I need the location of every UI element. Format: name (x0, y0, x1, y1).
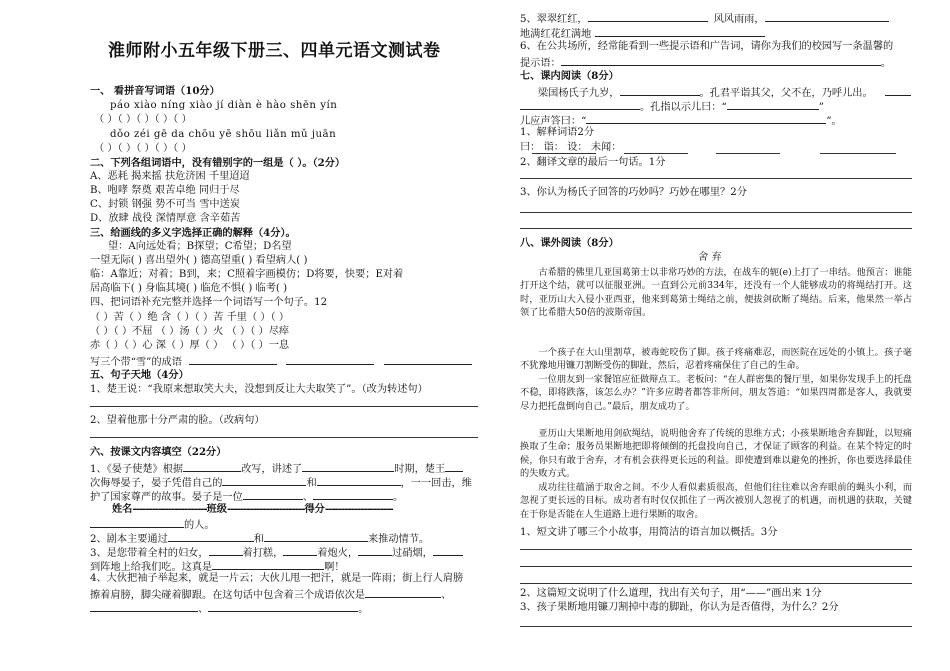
fill-text: 和 (253, 534, 264, 545)
fill-blank[interactable] (302, 460, 394, 472)
answer-blanks-row-2[interactable]: （ ）（ ）（ ）（ ）（ ） (94, 143, 192, 154)
fill-text: 梁国杨氏子九岁， (538, 88, 620, 99)
fill-blank[interactable] (168, 530, 254, 542)
answer-line[interactable] (716, 153, 780, 154)
fill-text: 和 (306, 478, 317, 489)
fill-text: 、 (302, 492, 313, 503)
fill-text: 3、是您带着全村的妇女， (90, 548, 209, 559)
fill-text: 2、剧本主要通过 (90, 534, 168, 545)
fill-blank[interactable] (520, 98, 640, 110)
idiom-row-3[interactable]: 赤（ ）（ ）心 深（ ）厚（ ） （ ）（ ）一息 (90, 340, 290, 351)
answer-line[interactable] (520, 626, 912, 627)
wang-answers[interactable]: 一望无际( ) 喜出望外( ) 德高望重( ) 看望病人( ) (90, 255, 308, 266)
pinyin-row-1: páo xiào níng xiào jí diàn è hào shēn yín (110, 100, 338, 111)
fill-blank[interactable] (586, 112, 826, 124)
answer-line[interactable] (520, 549, 912, 550)
fill-blank[interactable] (445, 460, 463, 472)
reading-q3: 3、你认为杨氏子回答的巧妙吗？巧妙在哪里？2分 (520, 187, 747, 198)
fill-text: 风风雨雨， (713, 14, 765, 25)
fill-text: 过硝烟， (392, 548, 433, 559)
idiom-row-2[interactable]: （ ）（ ）不屈 （ ）汤（ ）火 （ ）（ ）尽瘁 (90, 326, 290, 337)
fill-blank[interactable] (588, 10, 708, 22)
choice-c[interactable]: C、封锁 钢强 势不可当 雪中送炭 (90, 199, 240, 210)
fill-blank[interactable] (208, 600, 358, 612)
fill-blank[interactable] (365, 586, 441, 598)
article-paragraph-5: 成功往往蕴涵于取舍之间。不少人看似素质很高，但他们往往难以舍弃眼前的蝇头小利，而忽视了更长远的目标。成功者有时仅仅抓住了一两次被别人忽视了的机遇，而机遇的获取，关键在于你是否能在人生道路上进行果断的取舍。 (520, 482, 912, 520)
answer-line[interactable] (624, 153, 688, 154)
fill-text: 次侮辱晏子，晏子凭借自己的 (90, 478, 223, 489)
page-title: 淮师附小五年级下册三、四单元语文测试卷 (108, 41, 441, 61)
section-3-heading: 三、给画线的多义字选择正确的解释（4分）。 (90, 227, 296, 239)
fill-text: 。 (358, 604, 369, 615)
fill-text: 时期，楚王 (394, 464, 446, 475)
snow-idiom-blank-1[interactable] (189, 353, 277, 365)
choice-a[interactable]: A、恶耗 揭来摇 扶危济困 千里迢迢 (90, 171, 250, 182)
section-5-heading: 五、句子天地（4分） (90, 369, 189, 381)
fill-text: 着炮火， (317, 548, 359, 559)
fill-blank[interactable] (561, 54, 881, 66)
reading-q6: 3、孩子果断地用镰刀割掉中毒的脚趾，你认为是否值得，为什么？2分 (520, 602, 839, 613)
reading-q2: 2、翻译文章的最后一句话。1分 (520, 157, 666, 168)
fill-text: 儿应声答曰：“ (520, 116, 587, 127)
fill-text: 着打糕， (242, 548, 284, 559)
article-paragraph-4: 亚历山大果断地用剑砍绳结，说明他舍弃了传统的思维方式；小孩果断地舍弃脚趾，以短痛换取了生命；服务员果断地把即将倾倒的托盘投向自己，才保证了顾客的利益。在某个特定的时候，你只有敢于舍弃，才有机会获得更长远的利益。即使遭到难以避免的挫折，你也要选择最佳的失败方式。 (520, 428, 912, 480)
fill-text: 改写，讲述了 (241, 464, 303, 475)
fill-text: 地满红花红满地 (520, 29, 592, 40)
fill-blank[interactable] (595, 25, 765, 37)
sentence-q2: 2、望着他那十分严肃的脸。（改病句） (90, 415, 265, 426)
fill-blank[interactable] (620, 84, 700, 96)
fill-blank[interactable] (264, 530, 368, 542)
section-8-heading: 八、课外阅读（8分） (520, 237, 619, 249)
answer-line[interactable] (820, 153, 896, 154)
answer-line[interactable] (520, 583, 912, 584)
fill-blank[interactable] (212, 558, 324, 570)
lin-answers[interactable]: 居高临下( ) 身临其境( ) 临危不惧( ) 临考( ) (90, 283, 288, 294)
article-paragraph-1: 古希腊的佛里几亚国葛第士以非常巧妙的方法，在战车的轭(e)上打了一串结。他预言：谁能打开这个结，就可以征服亚洲。一直到公元前334年，还没有一个人能够成功的将绳结打开。这时，亚历山大入侵小亚西亚，他来到葛第士绳结之前，便拔剑砍断了绳结。后来，他果然一举占领了比希腊大50倍的波斯帝国。 (520, 267, 912, 319)
fill-q4-line-3 (90, 600, 368, 617)
answer-line[interactable] (520, 178, 912, 179)
q6-prompt: 6、在公共场所，经常能看到一些提示语和广告词，请你为我们的校园写一条温馨的 (520, 41, 894, 52)
pinyin-row-2: dǒo zéi gē da chōu yē shōu liǎn mǔ juān (110, 129, 337, 140)
choice-b[interactable]: B、咆哮 祭奠 艰苦卓绝 同归于尽 (90, 185, 240, 196)
fill-text: 、 (198, 604, 209, 615)
answer-line[interactable] (90, 406, 478, 407)
fill-blank[interactable] (222, 474, 306, 486)
section-7-heading: 七、课内阅读（8分） (520, 70, 619, 82)
article-paragraph-2: 一个孩子在大山里割草，被毒蛇咬伤了脚。孩子疼痛难忍，而医院在远处的小镇上。孩子毫不犹豫地用镰刀割断受伤的脚趾，然后，忍着疼痛保住了自己的生命。 (520, 347, 912, 372)
fill-blank[interactable] (90, 516, 184, 528)
fill-text: 到阵地上给我们吃。这真是 (90, 562, 213, 573)
fill-blank[interactable] (727, 98, 819, 110)
fill-blank[interactable] (243, 488, 303, 500)
article-paragraph-3: 一位朋友到一家餐馆应征做辩点工。老板问：“在人群密集的餐厅里，如果你发现手上的托盘不稳，即将跌落，该怎么办？”许多应聘者都答非所问，朋友答道：“如果四周都是客人，我就要尽力把托盘倒向自己。”最后，朋友成功了。 (520, 374, 912, 412)
reading-q1: 1、解释词语2分 (520, 127, 595, 138)
fill-text: 。孔指以示儿曰：“ (640, 102, 727, 113)
fill-text: 5、翠翠红红， (520, 14, 588, 25)
snow-idiom-blank-3[interactable] (384, 353, 472, 365)
reading-q5: 2、这篇短文说明了什么道理，找出有关句子，用“——”画出来 1分 (520, 588, 822, 599)
idiom-row-1[interactable]: （ ）苦（ ）绝 含（ ）（ ）苦 千里（ ）（ ） (90, 312, 290, 323)
lin-options: 临：A靠近；对着；B到，来；C照着字画模仿；D将要，快要；E对着 (90, 269, 404, 280)
fill-blank[interactable] (313, 488, 393, 500)
fill-blank[interactable] (765, 10, 889, 22)
reading-q4: 1、短文讲了哪三个小故事，用简洁的语言加以概括。3分 (520, 527, 778, 538)
article-title: 舍 弃 (698, 252, 722, 263)
answer-line[interactable] (520, 228, 912, 229)
fill-text: 提示语： (520, 58, 561, 69)
fill-text: 1、《晏子使楚》根据 (90, 464, 184, 475)
answer-line[interactable] (520, 212, 912, 213)
student-info-line: 姓名-----------------------班级------------------------得分--------------------- (112, 503, 393, 515)
name-label: 姓名 (112, 503, 133, 515)
fill-text: 啊！ (324, 562, 345, 573)
wang-options: 望：A向远处看；B探望；C希望；D名望 (108, 241, 292, 252)
fill-blank[interactable] (885, 84, 911, 96)
fill-blank[interactable] (317, 474, 401, 486)
fill-text: 护了国家尊严的故事。晏子是一位 (90, 492, 243, 503)
answer-line[interactable] (532, 153, 596, 154)
fill-blank[interactable] (183, 460, 241, 472)
fill-text: 、 (441, 590, 452, 601)
class-label: 班级 (206, 503, 227, 515)
fill-blank[interactable] (358, 544, 392, 556)
fill-text: ” (818, 102, 824, 113)
section-4-heading: 四、把词语补充完整并选择一个词语写一个句子。12 (90, 297, 328, 308)
fill-text: 擦着肩膀，脚尖碰着脚跟。在这句话中包含着三个成语依次是 (90, 590, 366, 601)
fill-blank[interactable] (283, 544, 317, 556)
fill-q4-line-1: 4、大伙把袖子举起来，就是一片云；大伙儿甩一把汗，就是一阵雨；街上行人肩膀 (90, 573, 464, 584)
fill-blank[interactable] (209, 544, 243, 556)
fill-blank[interactable] (433, 544, 463, 556)
fill-blank[interactable] (90, 600, 198, 612)
section-6-heading: 六、按课文内容填空（22分） (90, 446, 227, 458)
sentence-q1: 1、楚王说：“我原来想取笑大夫，没想到反让大夫取笑了”。（改为转述句） (90, 384, 428, 395)
fill-text: 。 (393, 492, 404, 503)
reading-q1-blanks[interactable]: 曰： 诣： 设： 未闻： (520, 142, 622, 153)
score-label: 得分 (304, 503, 325, 515)
section-1-heading: 一、 看拼音写词语（10分） (90, 85, 220, 97)
answer-blanks-row-1[interactable]: （ ）（ ）（ ）（ ）（ ） (94, 114, 192, 125)
fill-text: 。 (880, 58, 891, 69)
answer-line[interactable] (520, 566, 912, 567)
fill-text: 的人。 (184, 520, 215, 531)
fill-text: 。孔君平诣其父，父不在，乃呼儿出。 (699, 88, 873, 99)
choice-d[interactable]: D、放肆 战役 深情厚意 含辛茹苦 (90, 213, 241, 224)
fill-text: ，一一回击，维 (400, 478, 472, 489)
fill-text: 来推动情节。 (367, 534, 430, 545)
section-2-heading: 二、下列各组词语中，没有错别字的一组是（ ）。（2分） (90, 157, 346, 169)
fill-text: ”。 (826, 116, 842, 127)
answer-line[interactable] (90, 437, 478, 438)
snow-idiom-blank-2[interactable] (286, 353, 374, 365)
snow-idioms-label: 写三个带“雪”的成语 (90, 357, 182, 368)
